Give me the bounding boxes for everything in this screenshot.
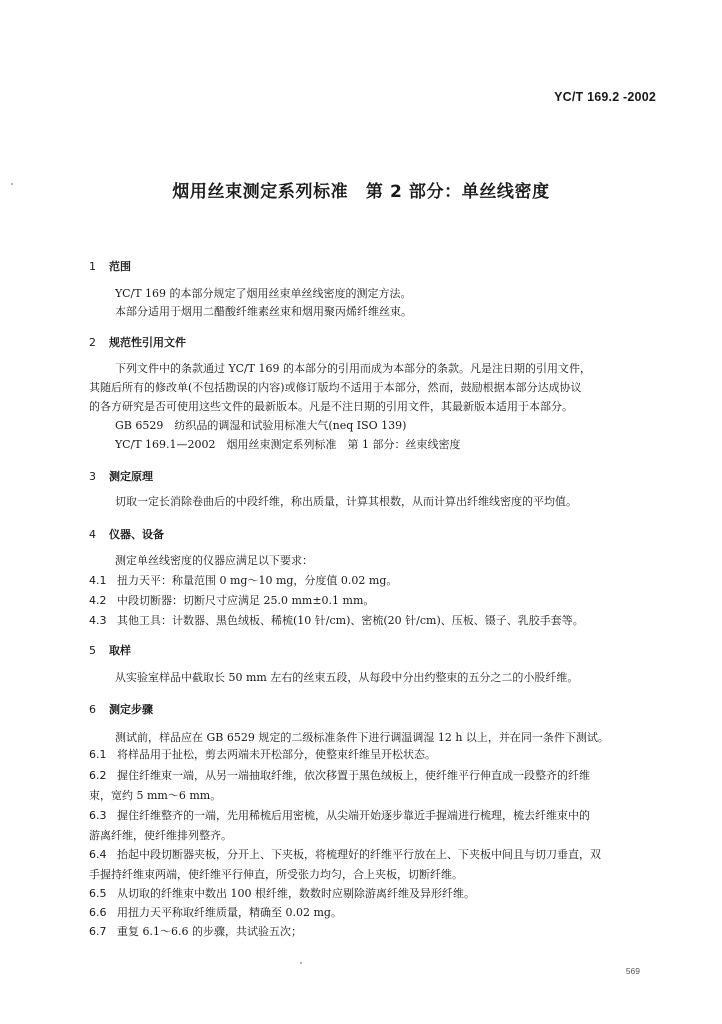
- section-2-heading: [89, 334, 186, 350]
- paragraph: 下列文件中的条款通过 YC/T 169 的本部分的引用而成为本部分的条款。凡是注日期的引用文件，: [115, 362, 592, 375]
- subclause: [89, 922, 655, 942]
- clause-text: 抬起中段切断器夹板，分开上、下夹板，将梳理好的纤维平行放在上、下夹板中间且与切刀垂直，双: [117, 848, 601, 861]
- section-title: 测定原理: [109, 470, 153, 483]
- subclause: [89, 884, 655, 904]
- subclause: [89, 591, 655, 611]
- reference-item: YC/T 169.1—2002 烟用丝束测定系列标准 第 1 部分：丝束线密度: [115, 438, 461, 451]
- clause-text: 用扭力天平称取纤维质量，精确至 0.02 mg。: [117, 906, 342, 919]
- section-number: 6: [89, 703, 96, 716]
- section-title: 取样: [109, 644, 131, 657]
- paragraph: 测定单丝线密度的仪器应满足以下要求：: [115, 554, 313, 567]
- subclause: [89, 806, 655, 845]
- clause-number: 6.1: [89, 748, 107, 761]
- paragraph: 其随后所有的修改单(不包括勘误的内容)或修订版均不适用于本部分，然而，鼓励根据本部分达成协议: [89, 381, 582, 394]
- section-number: 2: [89, 336, 96, 349]
- section-title: 范围: [109, 260, 131, 273]
- scan-speck: [11, 183, 13, 185]
- section-5-heading: [89, 642, 131, 658]
- page-number: 569: [625, 966, 640, 976]
- clause-text-continued: 游离纤维，使纤维排列整齐。: [89, 828, 232, 842]
- reference-item: GB 6529 纺织品的调湿和试验用标准大气(neq ISO 139): [115, 419, 407, 432]
- clause-text-continued: 束，宽约 5 mm～6 mm。: [89, 788, 222, 802]
- clause-number: 6.7: [89, 925, 107, 938]
- clause-text: 握住纤维整齐的一端，先用稀梳后用密梳，从尖端开始逐步靠近手握端进行梳理，梳去纤维束中的: [117, 809, 590, 822]
- clause-text: 握住纤维束一端，从另一端抽取纤维，依次移置于黑色绒板上，使纤维平行伸直成一段整齐的纤维: [117, 769, 590, 782]
- section-number: 4: [89, 528, 96, 541]
- clause-text: 重复 6.1～6.6 的步骤，共试验五次；: [117, 925, 302, 938]
- clause-number: 6.5: [89, 887, 107, 900]
- paragraph: 从实验室样品中截取长 50 mm 左右的丝束五段，从每段中分出约整束的五分之二的小股纤维。: [115, 671, 579, 684]
- subclause: [89, 571, 655, 591]
- clause-text: 其他工具：计数器、黑色绒板、稀梳(10 针/cm)、密梳(20 针/cm)、压板、镊子、乳胶手套等。: [117, 614, 584, 627]
- clause-number: 6.3: [89, 809, 107, 822]
- clause-number: 4.2: [89, 594, 107, 607]
- document-title: 烟用丝束测定系列标准 第 2 部分：单丝线密度: [172, 182, 550, 202]
- clause-text-continued: 手握持纤维束两端，使纤维平行伸直，所受张力均匀，合上夹板，切断纤维。: [89, 867, 463, 881]
- section-number: 5: [89, 644, 96, 657]
- clause-number: 6.2: [89, 769, 107, 782]
- clause-number: 4.3: [89, 614, 107, 627]
- paragraph: 测试前，样品应在 GB 6529 规定的二级标准条件下进行调温调湿 12 h 以上，并在同一条件下测试。: [115, 731, 609, 744]
- subclause: [89, 745, 655, 765]
- paragraph: 本部分适用于烟用二醋酸纤维素丝束和烟用聚丙烯纤维丝束。: [115, 305, 412, 318]
- section-3-heading: [89, 468, 153, 484]
- subclause: [89, 611, 655, 631]
- clause-text: 中段切断器：切断尺寸应满足 25.0 mm±0.1 mm。: [117, 594, 375, 607]
- section-6-heading: [89, 701, 153, 717]
- clause-text: 从切取的纤维束中数出 100 根纤维，数数时应剔除游离纤维及异形纤维。: [117, 887, 475, 900]
- section-1-heading: [89, 258, 131, 274]
- clause-number: 6.4: [89, 848, 107, 861]
- section-title: 测定步骤: [109, 703, 153, 716]
- standard-code: YC/T 169.2 -2002: [554, 90, 656, 104]
- clause-number: 4.1: [89, 574, 107, 587]
- subclause: [89, 903, 655, 923]
- subclause: [89, 766, 655, 805]
- section-4-heading: [89, 526, 164, 542]
- clause-number: 6.6: [89, 906, 107, 919]
- section-title: 规范性引用文件: [109, 336, 186, 349]
- section-number: 1: [89, 260, 96, 273]
- clause-text: 将样品用于扯松，剪去两端未开松部分，使整束纤维呈开松状态。: [117, 748, 436, 761]
- paragraph: YC/T 169 的本部分规定了烟用丝束单丝线密度的测定方法。: [115, 287, 412, 300]
- clause-text: 扭力天平：称量范围 0 mg～10 mg，分度值 0.02 mg。: [117, 574, 398, 587]
- paragraph: 的各方研究是否可使用这些文件的最新版本。凡是不注日期的引用文件，其最新版本适用于本部分。: [89, 400, 573, 413]
- scan-speck: [300, 962, 302, 964]
- section-number: 3: [89, 470, 96, 483]
- paragraph: 切取一定长消除卷曲后的中段纤维，称出质量，计算其根数，从而计算出纤维线密度的平均值。: [115, 495, 577, 508]
- subclause: [89, 845, 655, 884]
- section-title: 仪器、设备: [109, 528, 164, 541]
